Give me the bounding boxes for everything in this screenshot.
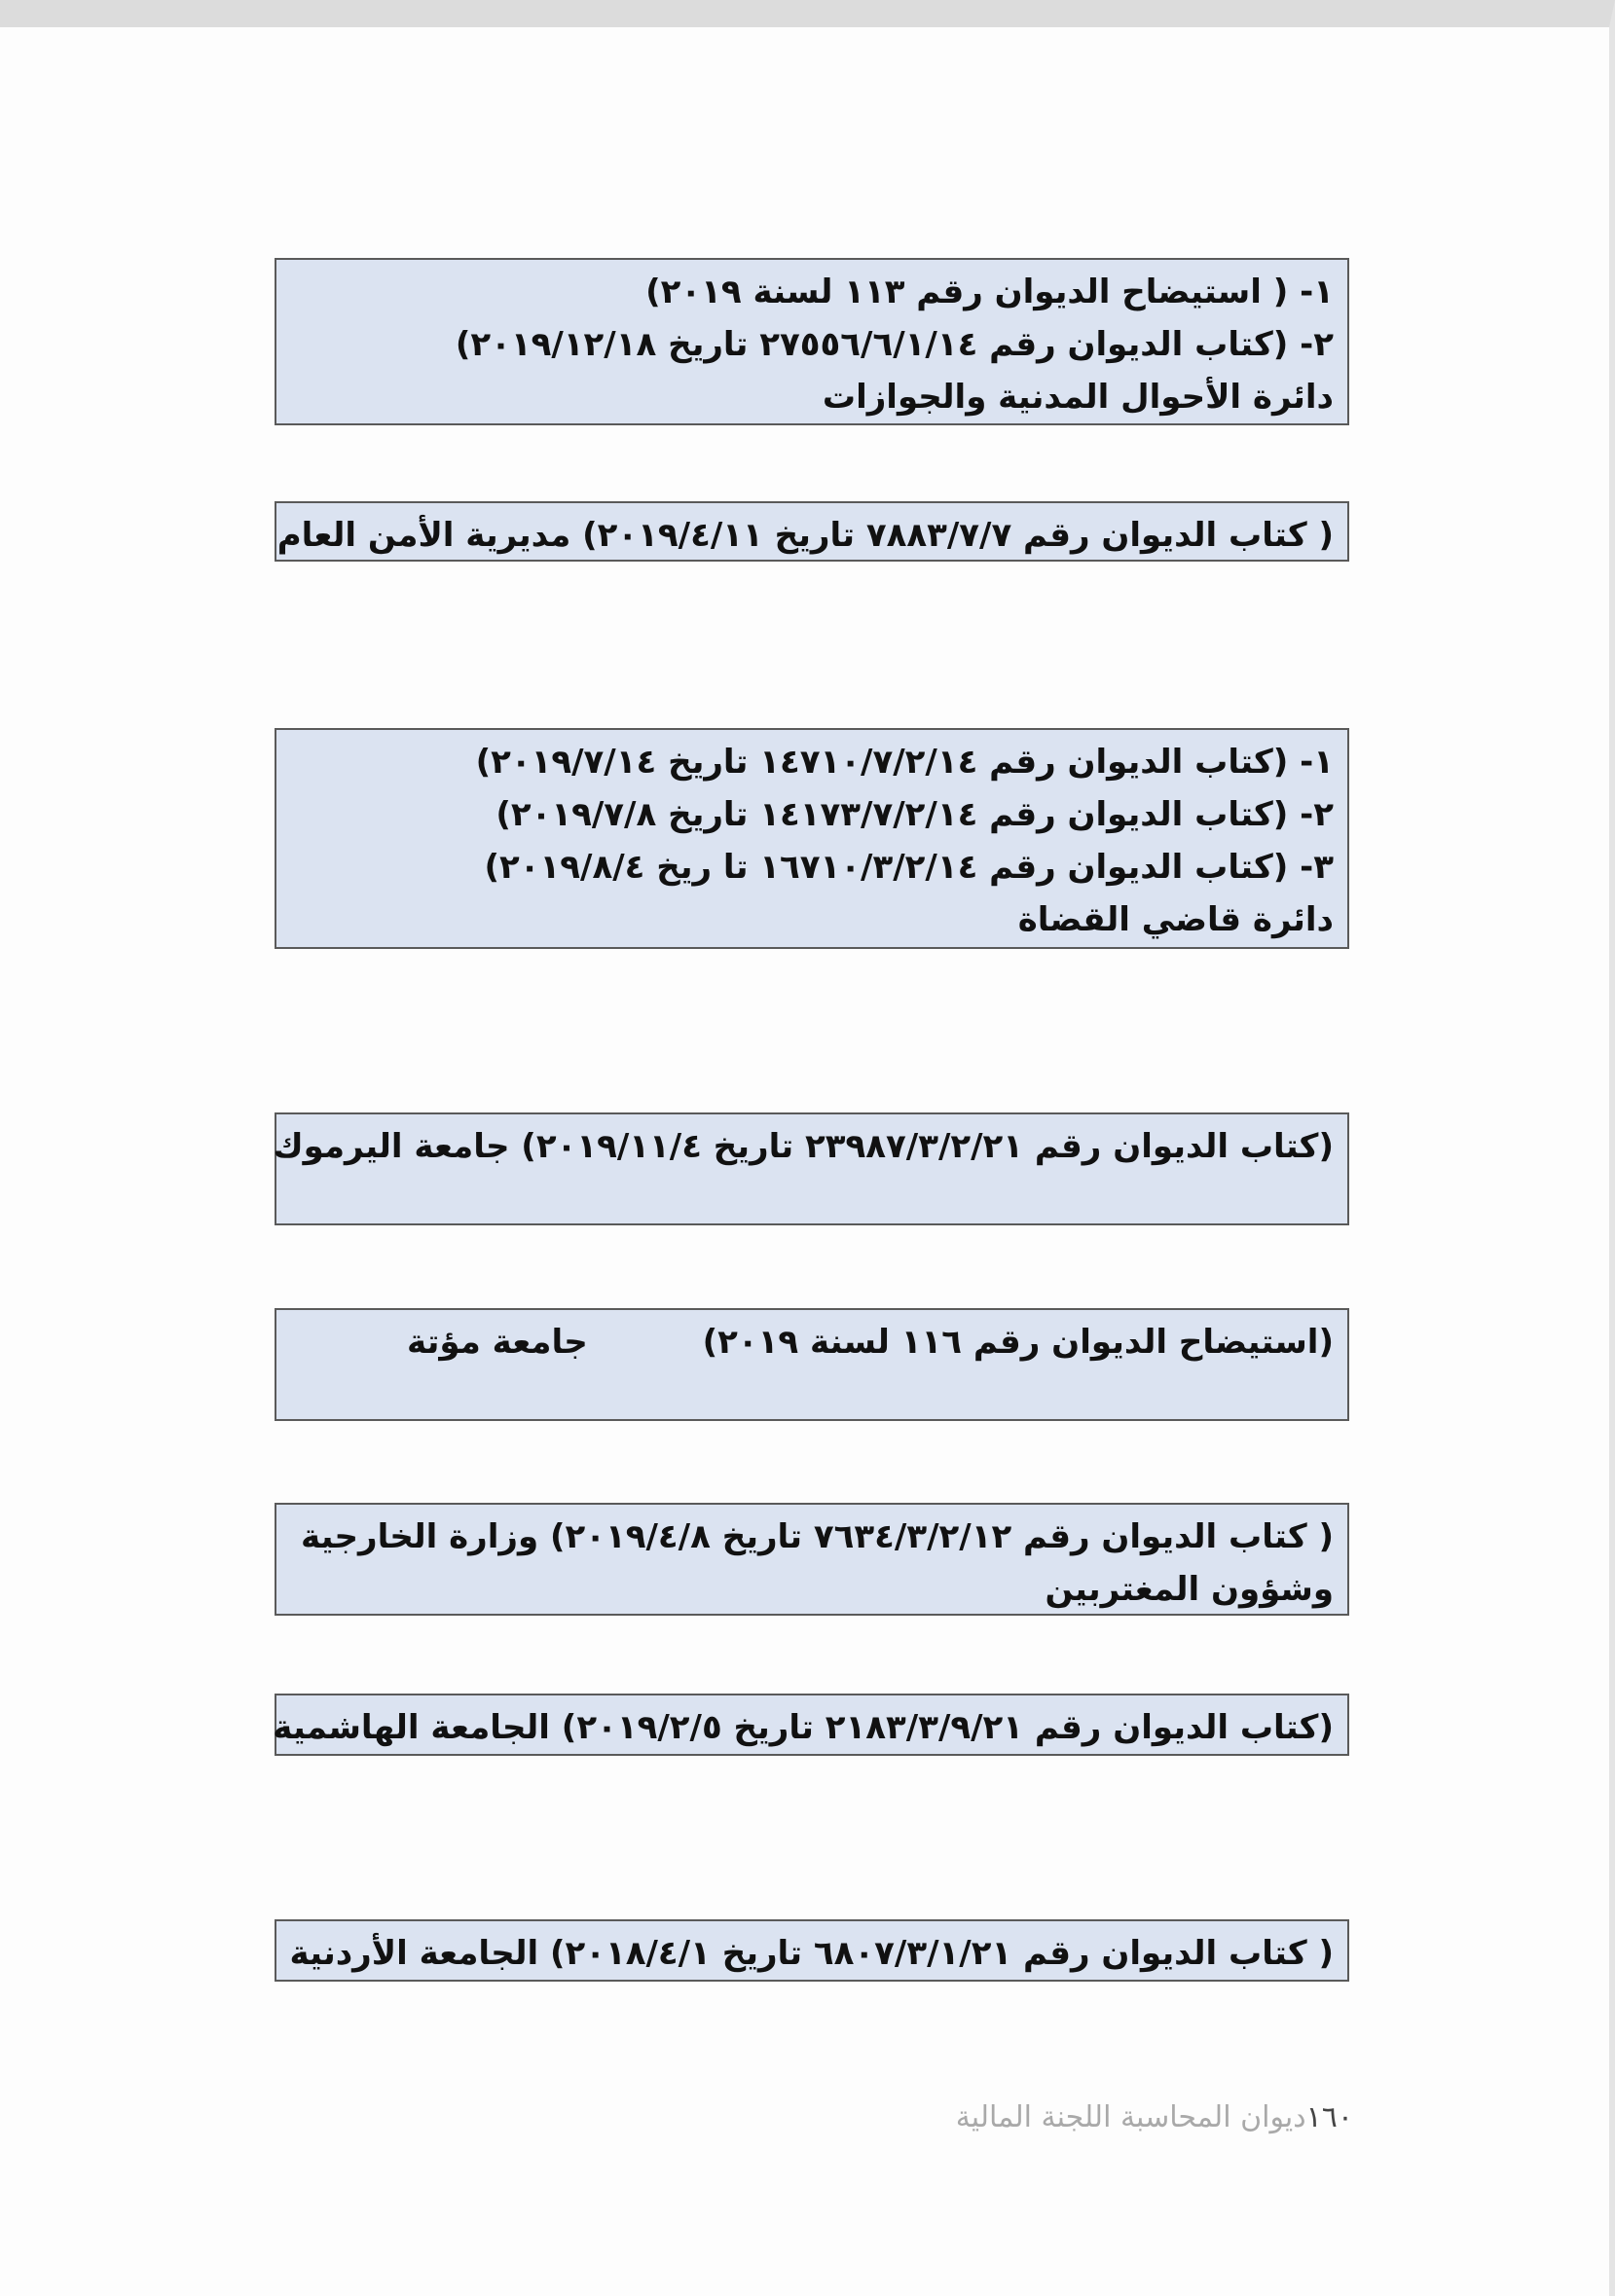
reference-box-jordan-university (275, 1919, 1349, 1982)
reference-line: ( كتاب الديوان رقم ٧٨٨٣/٧/٧ تاريخ ٢٠١٩/٤/١١) مديرية الأمن العام (276, 516, 1334, 555)
reference-line: (استيضاح الديوان رقم ١١٦ لسنة ٢٠١٩) (702, 1323, 1334, 1362)
department-name: دائرة قاضي القضاة (1017, 900, 1334, 939)
reference-line: ١- ( استيضاح الديوان رقم ١١٣ لسنة ٢٠١٩) (645, 273, 1334, 311)
reference-line: ( كتاب الديوان رقم ٧٦٣٤/٣/٢/١٢ تاريخ ٢٠١٩/٤/٨) وزارة الخارجية (301, 1517, 1334, 1556)
reference-row (290, 1316, 1334, 1368)
footer-text: ديوان المحاسبة اللجنة المالية (955, 2100, 1306, 2134)
reference-line: ٢- (كتاب الديوان رقم ٢٧٥٥٦/٦/١/١٤ تاريخ ٢٠١٩/١٢/١٨) (455, 325, 1334, 364)
reference-box-public-security (275, 501, 1349, 562)
page-number: ١٦٠ (1305, 2100, 1353, 2134)
page-footer (779, 2100, 1353, 2134)
reference-line: (كتاب الديوان رقم ٢٣٩٨٧/٣/٢/٢١ تاريخ ٢٠١٩/١١/٤) جامعة اليرموك (273, 1127, 1334, 1166)
reference-box-yarmouk (275, 1112, 1349, 1225)
department-name: جامعة مؤتة (407, 1323, 588, 1362)
reference-line: ٣- (كتاب الديوان رقم ١٦٧١٠/٣/٢/١٤ تا ريخ ٢٠١٩/٨/٤) (484, 848, 1334, 887)
reference-line: ٢- (كتاب الديوان رقم ١٤١٧٣/٧/٢/١٤ تاريخ ٢٠١٩/٧/٨) (496, 795, 1334, 834)
reference-line: ( كتاب الديوان رقم ٦٨٠٧/٣/١/٢١ تاريخ ٢٠١٨/٤/١) الجامعة الأردنية (289, 1934, 1334, 1973)
department-name: وشؤون المغتربين (1045, 1570, 1334, 1609)
reference-box-hashemite (275, 1694, 1349, 1756)
reference-box-foreign-affairs (275, 1503, 1349, 1616)
reference-line: (كتاب الديوان رقم ٢١٨٣/٣/٩/٢١ تاريخ ٢٠١٩/٢/٥) الجامعة الهاشمية (273, 1708, 1334, 1747)
department-name: دائرة الأحوال المدنية والجوازات (822, 378, 1334, 417)
reference-box-civil-status (275, 258, 1349, 425)
reference-box-mutah (275, 1308, 1349, 1421)
reference-box-chief-justice (275, 728, 1349, 949)
reference-line: ١- (كتاب الديوان رقم ١٤٧١٠/٧/٢/١٤ تاريخ ٢٠١٩/٧/١٤) (475, 743, 1334, 782)
